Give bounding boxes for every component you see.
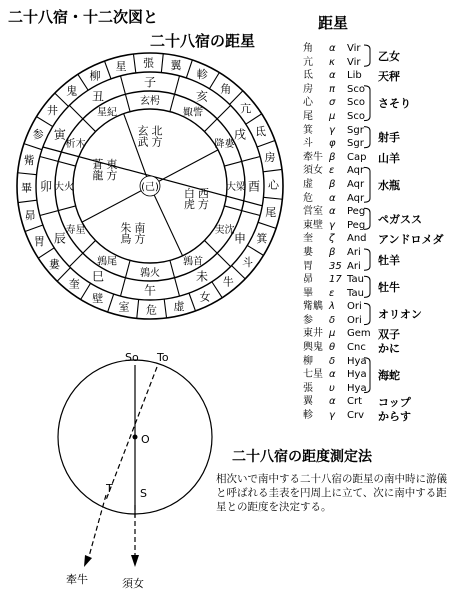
star-constellation: Gem <box>347 328 371 340</box>
mansion-15: 張 <box>142 56 154 70</box>
mansion-22: 心 <box>267 178 279 192</box>
mansion-14: 星 <box>115 59 127 73</box>
mansion-25: 斗 <box>242 255 254 269</box>
label-gyu: 牽牛 <box>66 573 88 586</box>
star-mansion: 虚 <box>303 178 313 190</box>
arrowhead-gyu <box>84 555 92 567</box>
star-mansion: 張 <box>303 382 313 394</box>
mansion-divider <box>18 173 37 175</box>
star-mansion: 軫 <box>303 410 313 422</box>
constellation-bracket <box>364 167 370 202</box>
star-greek: φ <box>329 138 336 150</box>
branch-3: 卯 <box>39 179 53 194</box>
mansion-divider <box>78 74 88 90</box>
constellation-bracket <box>364 249 370 270</box>
star-greek: α <box>329 396 336 408</box>
mansion-1: 危 <box>146 303 158 317</box>
star-mansion: 亢 <box>303 56 313 68</box>
quadrant-2: 鳥 <box>120 232 132 246</box>
mansion-0: 虚 <box>173 300 185 314</box>
mansion-24: 箕 <box>256 232 268 246</box>
star-greek: γ <box>329 124 335 136</box>
constellation-label: 双子 <box>378 328 400 342</box>
center-symbol: (己) <box>141 182 159 193</box>
star-greek: π <box>329 83 336 95</box>
mansion-divider <box>212 282 222 298</box>
constellation-label: コップ <box>378 396 411 410</box>
mansion-18: 角 <box>220 82 232 96</box>
constellation-bracket <box>364 276 370 297</box>
star-greek: ε <box>329 165 335 177</box>
quadrant-3: 方 <box>106 169 118 183</box>
quadrant-divider <box>150 150 218 186</box>
station-6: 鶉火 <box>140 268 160 279</box>
branch-divider <box>204 105 230 131</box>
star-mansion: 須女 <box>303 165 323 177</box>
mansion-11: 井 <box>46 104 58 118</box>
branch-6: 午 <box>143 283 157 298</box>
star-greek: δ <box>329 314 336 326</box>
quadrant-0: 玄 <box>137 124 149 138</box>
mansion-divider <box>161 54 163 73</box>
star-constellation: Crv <box>347 410 365 422</box>
star-constellation: Ari <box>347 246 361 258</box>
branch-divider <box>69 240 95 266</box>
mansion-17: 軫 <box>196 68 208 82</box>
constellation-bracket <box>364 127 370 148</box>
mansion-divider <box>164 299 166 318</box>
star-greek: 17 <box>329 274 342 286</box>
star-constellation: Aqr <box>347 192 365 204</box>
star-greek: α <box>329 369 336 381</box>
mansion-divider <box>105 61 111 79</box>
mansion-10: 参 <box>32 127 44 141</box>
star-mansion: 牽牛 <box>303 151 323 163</box>
constellation-bracket <box>364 86 370 121</box>
quadrant-divider <box>82 186 150 222</box>
star-greek: σ <box>329 97 336 109</box>
mansion-27: 女 <box>199 290 211 304</box>
constellation-label: さそり <box>378 97 411 111</box>
star-constellation: Ori <box>347 314 362 326</box>
constellation-bracket <box>364 358 370 393</box>
star-constellation: Ori <box>347 301 362 313</box>
station-1: 星紀 <box>97 107 117 119</box>
star-mansion: 胃 <box>303 260 313 272</box>
diagram-title: 二十八宿・十二次図と <box>8 8 159 26</box>
star-constellation: Lib <box>347 70 362 82</box>
constellation-label: 水瓶 <box>378 178 400 192</box>
center-emblem <box>140 176 160 196</box>
mansion-23: 尾 <box>265 205 277 219</box>
star-mansion: 翼 <box>303 396 313 408</box>
star-greek: λ <box>329 301 335 313</box>
star-constellation: Sgr <box>347 138 364 150</box>
mansion-divider <box>257 141 275 147</box>
quadrant-1: 西 <box>197 186 209 200</box>
quadrant-3: 龍 <box>92 169 104 183</box>
mansion-divider <box>81 283 91 299</box>
star-greek: υ <box>329 382 335 394</box>
star-constellation: Ari <box>347 260 361 272</box>
quadrant-0: 方 <box>151 135 163 149</box>
mansion-divider <box>189 293 195 311</box>
star-constellation: Vir <box>347 56 361 68</box>
star-constellation: Cap <box>347 151 367 163</box>
mansion-divider <box>18 200 37 202</box>
mansion-9: 觜 <box>23 153 35 167</box>
star-constellation: Hya <box>347 382 367 394</box>
star-greek: θ <box>329 342 336 354</box>
mansion-divider <box>133 54 135 73</box>
constellation-brackets <box>360 40 380 460</box>
star-greek: β <box>329 246 336 258</box>
arrow-to-gyu <box>88 495 106 560</box>
mansion-16: 翼 <box>170 59 182 73</box>
mansion-wheel <box>0 48 300 348</box>
star-constellation: Sco <box>347 110 365 122</box>
star-constellation: Tau <box>347 287 364 299</box>
mansion-5: 婁 <box>48 258 60 272</box>
star-constellation: Aqr <box>347 165 365 177</box>
quadrant-2: 南 <box>134 221 146 235</box>
star-mansion: 婁 <box>303 246 313 258</box>
center-point-o <box>133 435 138 440</box>
star-mansion: 七星 <box>303 369 323 381</box>
star-mansion: 心 <box>303 97 313 109</box>
quadrant-divider <box>150 186 183 256</box>
mansion-divider <box>209 73 219 89</box>
quadrant-1: 虎 <box>183 197 195 211</box>
constellation-label: ペガスス <box>378 212 422 226</box>
branch-4: 辰 <box>53 231 66 246</box>
branch-5: 巳 <box>91 269 105 284</box>
station-10: 降婁 <box>214 139 235 150</box>
station-3: 大火 <box>54 182 74 193</box>
station-5: 鶉尾 <box>97 256 117 268</box>
mansion-20: 氐 <box>255 124 267 138</box>
star-mansion: 角 <box>303 43 313 54</box>
arrowhead-jo <box>131 555 139 567</box>
branch-7: 未 <box>195 269 209 284</box>
mansion-7: 昴 <box>24 208 36 222</box>
label-jo: 須女 <box>122 577 144 590</box>
quadrant-3: 蒼 <box>92 158 104 172</box>
station-0: 玄枵 <box>140 96 160 107</box>
label-to: To <box>157 351 169 364</box>
constellation-label: 天秤 <box>378 70 400 83</box>
station-4: 寿星 <box>65 225 86 236</box>
distance-stars-heading: 距星 <box>318 14 349 32</box>
mansion-divider <box>108 294 114 312</box>
constellation-label: アンドロメダ <box>378 233 444 247</box>
mansion-divider <box>263 169 282 171</box>
branch-2: 寅 <box>53 127 66 142</box>
mansion-divider <box>247 245 263 255</box>
star-mansion: 東壁 <box>303 219 323 231</box>
quadrant-3: 東 <box>106 158 118 172</box>
star-constellation: Hya <box>347 369 367 381</box>
star-constellation: Sgr <box>347 124 364 136</box>
star-constellation: Aqr <box>347 178 365 190</box>
mansion-19: 亢 <box>240 101 252 115</box>
star-greek: μ <box>329 328 336 340</box>
star-constellation: Peg <box>347 206 366 218</box>
mansion-8: 畢 <box>21 181 33 195</box>
constellation-label: 射手 <box>378 131 400 145</box>
star-greek: α <box>329 192 336 204</box>
star-mansion: 昴 <box>303 274 313 286</box>
star-mansion: 房 <box>303 83 313 95</box>
mansion-21: 房 <box>264 150 276 164</box>
star-greek: α <box>329 206 336 218</box>
constellation-bracket <box>364 208 370 229</box>
quadrant-1: 白 <box>183 186 195 200</box>
diagram-subtitle: 二十八宿の距星 <box>150 32 256 50</box>
constellation-label: 牡羊 <box>378 253 400 267</box>
constellation-label: からす <box>378 410 411 423</box>
star-mansion: 箕 <box>303 124 313 136</box>
station-11: 娵訾 <box>183 107 203 119</box>
star-greek: β <box>329 178 336 190</box>
star-constellation: Peg <box>347 219 366 231</box>
star-mansion: 危 <box>303 192 313 204</box>
constellation-label: 乙女 <box>378 49 400 63</box>
star-mansion: 氐 <box>303 70 313 82</box>
constellation-label: 海蛇 <box>378 369 400 383</box>
star-mansion: 尾 <box>303 110 313 122</box>
station-9: 大梁 <box>226 182 246 193</box>
mansion-divider <box>25 225 43 231</box>
star-constellation: Crt <box>347 396 363 408</box>
constellation-label: オリオン <box>378 308 422 321</box>
star-greek: γ <box>329 410 335 422</box>
star-greek: ζ <box>329 233 335 245</box>
mansion-4: 奎 <box>68 277 80 291</box>
mansion-6: 胃 <box>33 234 45 248</box>
mansion-divider <box>246 114 262 124</box>
branch-8: 申 <box>234 231 247 246</box>
constellation-label: かに <box>378 342 400 355</box>
branch-divider <box>69 105 95 131</box>
mansion-2: 室 <box>118 300 130 314</box>
star-mansion: 柳 <box>303 355 313 367</box>
branch-1: 丑 <box>91 89 105 104</box>
method-diagram <box>40 345 260 593</box>
star-greek: α <box>329 43 336 54</box>
mansion-26: 牛 <box>222 275 234 289</box>
star-greek: δ <box>329 355 336 367</box>
station-2: 析木 <box>65 139 86 150</box>
constellation-label: 山羊 <box>378 151 400 165</box>
mansion-divider <box>24 144 42 150</box>
mansion-divider <box>186 60 192 78</box>
mansion-divider <box>38 248 54 258</box>
star-mansion: 斗 <box>303 138 313 150</box>
branch-10: 戌 <box>234 127 247 142</box>
mansion-3: 壁 <box>92 291 104 305</box>
star-greek: γ <box>329 219 335 231</box>
quadrant-0: 北 <box>151 124 163 138</box>
star-mansion: 輿鬼 <box>303 342 323 354</box>
method-description: 相次いで南中する二十八宿の距星の南中時に游儀と呼ばれる圭表を円周上に立て、次に南中する距星との距度を決定する。 <box>216 473 447 514</box>
star-greek: κ <box>329 56 335 68</box>
mansion-divider <box>137 299 139 318</box>
star-greek: β <box>329 151 336 163</box>
constellation-bracket <box>364 303 370 324</box>
star-greek: μ <box>329 110 336 122</box>
star-constellation: Sco <box>347 83 365 95</box>
mansion-13: 柳 <box>89 69 101 83</box>
constellation-label: 牡牛 <box>378 280 400 294</box>
label-o: O <box>141 433 150 446</box>
star-constellation: Cnc <box>347 342 366 354</box>
star-mansion: 畢 <box>303 287 313 299</box>
quadrant-0: 武 <box>137 135 149 149</box>
branch-11: 亥 <box>195 89 209 104</box>
quadrant-1: 方 <box>197 197 209 211</box>
label-so: So <box>125 351 139 364</box>
branch-0: 子 <box>143 75 157 90</box>
label-s: S <box>140 487 147 500</box>
star-mansion: 東井 <box>303 328 323 340</box>
star-constellation: Hya <box>347 355 367 367</box>
mansion-12: 鬼 <box>66 84 78 98</box>
station-7: 鶉首 <box>183 256 203 268</box>
quadrant-2: 朱 <box>120 221 132 235</box>
star-greek: 35 <box>329 260 342 272</box>
mansion-divider <box>258 222 276 228</box>
station-8: 実沈 <box>214 225 235 236</box>
mansion-divider <box>37 117 53 127</box>
method-title: 二十八宿の距度測定法 <box>232 449 372 465</box>
constellation-bracket <box>364 45 370 66</box>
star-mansion: 觜觹 <box>303 301 323 313</box>
branch-divider <box>204 240 230 266</box>
quadrant-2: 方 <box>134 232 146 246</box>
star-mansion: 営室 <box>303 206 323 218</box>
label-t: T <box>106 482 113 495</box>
branch-9: 酉 <box>247 179 261 194</box>
star-mansion: 参 <box>303 314 313 326</box>
star-constellation: Vir <box>347 43 361 54</box>
star-constellation: Tau <box>347 274 364 286</box>
mansion-divider <box>263 197 282 199</box>
star-constellation: And <box>347 233 367 245</box>
star-mansion: 奎 <box>303 233 313 245</box>
star-constellation: Sco <box>347 97 365 109</box>
star-greek: α <box>329 70 336 82</box>
star-greek: ε <box>329 287 335 299</box>
